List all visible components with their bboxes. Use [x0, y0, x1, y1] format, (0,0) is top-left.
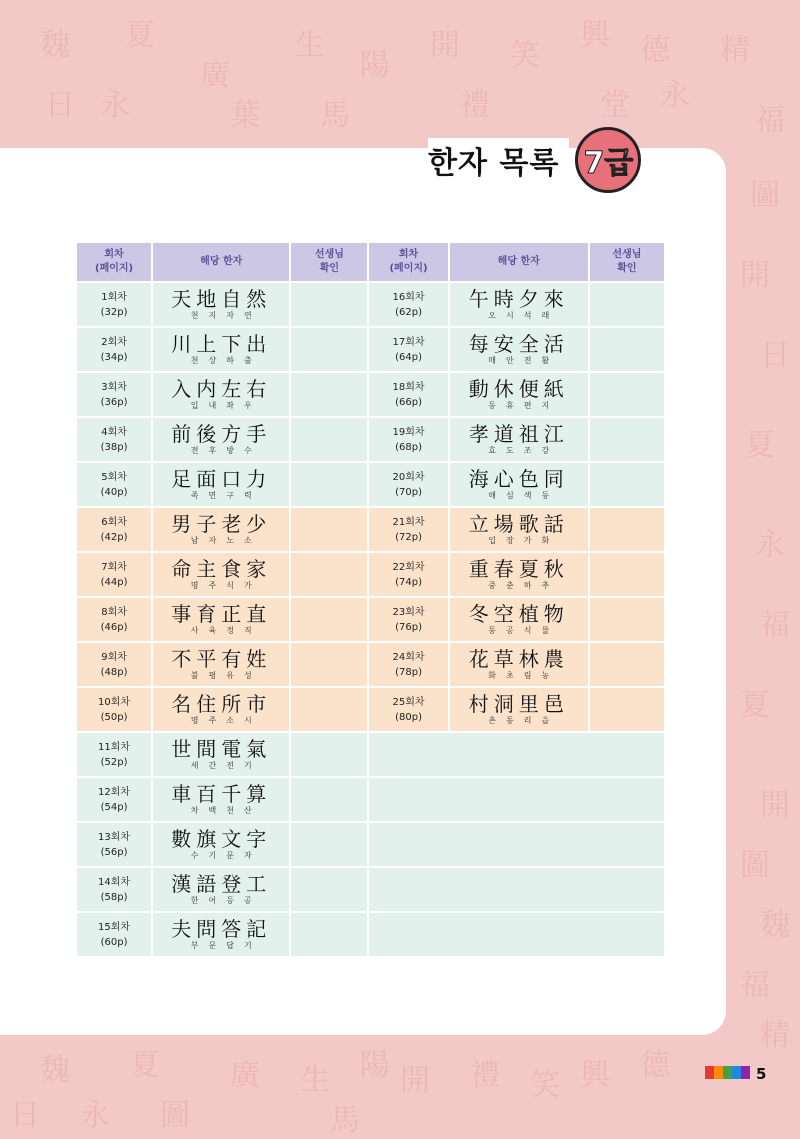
hanja-cell	[153, 463, 289, 506]
hanja-characters: 入内左右	[171, 377, 272, 401]
hanja-characters: 名住所市	[171, 692, 272, 716]
hanja-readings: 사육정직	[190, 626, 262, 635]
round-label: 15회차	[98, 921, 131, 933]
hanja-characters: 漢語登工	[171, 872, 272, 896]
hanja-characters: 午時夕來	[468, 287, 569, 311]
teacher-check-cell[interactable]	[590, 418, 664, 461]
background-pattern: 圖	[160, 1098, 190, 1133]
hanja-cell	[450, 463, 588, 506]
round-label: 13회차	[98, 831, 131, 843]
background-pattern: 魏	[40, 1053, 70, 1088]
page-ref: (66p)	[395, 396, 422, 408]
hanja-readings: 차백천산	[190, 806, 262, 815]
background-pattern: 生	[300, 1063, 330, 1098]
round-cell	[77, 328, 151, 371]
background-pattern: 開	[400, 1063, 430, 1098]
hanja-characters: 海心色同	[468, 467, 569, 491]
hanja-cell	[153, 508, 289, 551]
grade-badge	[575, 127, 641, 193]
table-row	[77, 688, 664, 731]
teacher-check-cell[interactable]	[291, 373, 367, 416]
background-pattern: 福	[755, 103, 785, 138]
hanja-cell	[450, 373, 588, 416]
background-pattern: 興	[580, 1058, 610, 1093]
round-cell	[77, 463, 151, 506]
teacher-check-cell[interactable]	[291, 553, 367, 596]
teacher-check-cell[interactable]	[590, 643, 664, 686]
page-ref: (74p)	[395, 576, 422, 588]
page-ref: (54p)	[100, 801, 128, 813]
table-row	[77, 328, 664, 371]
hanja-readings: 화초림농	[488, 671, 560, 680]
background-pattern: 日	[760, 338, 790, 373]
hanja-characters: 重春夏秋	[468, 557, 569, 581]
teacher-check-cell[interactable]	[291, 643, 367, 686]
round-label: 5회차	[101, 471, 127, 483]
page-ref: (72p)	[395, 531, 422, 543]
background-pattern: 日	[45, 88, 75, 123]
background-pattern: 福	[760, 608, 790, 643]
hanja-readings: 동휴편지	[488, 401, 560, 410]
logo-block	[741, 1066, 750, 1079]
round-cell	[369, 688, 447, 731]
hanja-cell	[450, 643, 588, 686]
page-ref: (40p)	[100, 486, 128, 498]
hanja-readings: 부문답기	[190, 941, 262, 950]
round-cell	[369, 553, 447, 596]
background-pattern: 德	[640, 33, 670, 68]
page-ref: (58p)	[100, 891, 128, 903]
background-pattern: 夏	[740, 688, 770, 723]
background-pattern: 禮	[470, 1058, 500, 1093]
hanja-readings: 족면구력	[190, 491, 262, 500]
teacher-check-cell[interactable]	[291, 283, 367, 326]
page-ref: (50p)	[100, 711, 128, 723]
hanja-cell	[450, 553, 588, 596]
round-label: 14회차	[98, 876, 131, 888]
round-label: 17회차	[392, 336, 425, 348]
hanja-characters: 每安全活	[468, 332, 569, 356]
teacher-check-cell[interactable]	[291, 688, 367, 731]
round-cell	[369, 283, 447, 326]
hanja-readings: 해심색동	[488, 491, 560, 500]
hanja-characters: 花草林農	[468, 647, 569, 671]
round-label: 7회차	[101, 561, 127, 573]
teacher-check-cell[interactable]	[590, 283, 664, 326]
teacher-check-cell[interactable]	[590, 463, 664, 506]
page-ref: (36p)	[100, 396, 128, 408]
hanja-readings: 수기문자	[190, 851, 262, 860]
table-header-row	[77, 243, 664, 281]
hanja-characters: 命主食家	[171, 557, 272, 581]
hanja-cell	[450, 508, 588, 551]
round-cell	[369, 643, 447, 686]
page-ref: (80p)	[395, 711, 422, 723]
hanja-characters: 立場歌話	[468, 512, 569, 536]
hanja-readings: 명주소시	[190, 716, 262, 725]
teacher-check-cell[interactable]	[291, 463, 367, 506]
page-ref: (34p)	[100, 351, 128, 363]
header-round: 회차 (페이지)	[77, 243, 151, 281]
hanja-readings: 촌동리읍	[488, 716, 560, 725]
teacher-check-cell[interactable]	[590, 373, 664, 416]
hanja-cell	[450, 418, 588, 461]
round-cell	[369, 508, 447, 551]
background-pattern: 興	[580, 18, 610, 53]
header-hanja: 해당 한자	[450, 243, 588, 281]
hanja-readings: 세간전기	[190, 761, 262, 770]
logo-block	[705, 1066, 714, 1079]
teacher-check-cell[interactable]	[590, 328, 664, 371]
hanja-characters: 車百千算	[171, 782, 272, 806]
hanja-characters: 前後方手	[171, 422, 272, 446]
teacher-check-cell[interactable]	[291, 508, 367, 551]
hanja-cell	[153, 283, 289, 326]
hanja-readings: 명주식가	[190, 581, 262, 590]
page-ref: (60p)	[100, 936, 128, 948]
teacher-check-cell[interactable]	[590, 508, 664, 551]
background-pattern: 笑	[530, 1068, 560, 1103]
page-footer	[705, 1064, 766, 1083]
hanja-cell	[153, 553, 289, 596]
hanja-readings: 한어등공	[190, 896, 262, 905]
empty-cell	[369, 823, 664, 866]
table-row	[77, 868, 664, 911]
header-teacher-check: 선생님 확인	[291, 243, 367, 281]
page-ref: (64p)	[395, 351, 422, 363]
teacher-check-cell[interactable]	[291, 823, 367, 866]
round-label: 23회차	[392, 606, 425, 618]
empty-cell	[369, 733, 664, 776]
hanja-characters: 孝道祖江	[468, 422, 569, 446]
round-cell	[77, 283, 151, 326]
table-body	[77, 283, 664, 956]
background-pattern: 開	[740, 258, 770, 293]
hanja-readings: 불평유성	[190, 671, 262, 680]
table-row	[77, 283, 664, 326]
empty-cell	[369, 868, 664, 911]
round-label: 22회차	[392, 561, 425, 573]
round-label: 8회차	[101, 606, 127, 618]
page-ref: (78p)	[395, 666, 422, 678]
hanja-characters: 不平有姓	[171, 647, 272, 671]
teacher-check-cell[interactable]	[590, 688, 664, 731]
table-row	[77, 463, 664, 506]
round-cell	[369, 598, 447, 641]
teacher-check-cell[interactable]	[291, 868, 367, 911]
background-pattern: 永	[100, 88, 130, 123]
hanja-readings: 동공식물	[488, 626, 560, 635]
page-ref: (68p)	[395, 441, 422, 453]
round-cell	[77, 913, 151, 956]
round-label: 10회차	[98, 696, 131, 708]
background-pattern: 馬	[320, 98, 350, 133]
background-pattern: 圖	[740, 848, 770, 883]
background-pattern: 笑	[510, 38, 540, 73]
round-label: 1회차	[101, 291, 127, 303]
background-pattern: 魏	[40, 28, 70, 63]
round-cell	[77, 553, 151, 596]
hanja-characters: 數旗文字	[171, 827, 272, 851]
background-pattern: 夏	[745, 428, 775, 463]
table-row	[77, 418, 664, 461]
page-title: 한자 목록	[428, 138, 569, 182]
page-ref: (76p)	[395, 621, 422, 633]
hanja-cell	[153, 733, 289, 776]
table-row	[77, 823, 664, 866]
hanja-readings: 효도조강	[488, 446, 560, 455]
hanja-characters: 足面口力	[171, 467, 272, 491]
hanja-readings: 천지자연	[190, 311, 262, 320]
logo-block	[732, 1066, 741, 1079]
background-pattern: 開	[760, 788, 790, 823]
round-cell	[77, 823, 151, 866]
table-row	[77, 733, 664, 776]
header-hanja: 해당 한자	[153, 243, 289, 281]
round-label: 12회차	[98, 786, 131, 798]
background-pattern: 永	[80, 1098, 110, 1133]
background-pattern: 葉	[230, 98, 260, 133]
publisher-logo	[705, 1064, 750, 1083]
hanja-readings: 매안전활	[488, 356, 560, 365]
table-row	[77, 373, 664, 416]
teacher-check-cell[interactable]	[291, 598, 367, 641]
header-round: 회차 (페이지)	[369, 243, 447, 281]
page-ref: (70p)	[395, 486, 422, 498]
table-row	[77, 778, 664, 821]
hanja-cell	[153, 418, 289, 461]
hanja-cell	[153, 823, 289, 866]
page-ref: (52p)	[100, 756, 128, 768]
hanja-cell	[153, 778, 289, 821]
hanja-cell	[153, 328, 289, 371]
page-ref: (62p)	[395, 306, 422, 318]
empty-cell	[369, 778, 664, 821]
hanja-readings: 입내좌우	[190, 401, 262, 410]
empty-cell	[369, 913, 664, 956]
background-pattern: 開	[430, 28, 460, 63]
round-cell	[77, 643, 151, 686]
round-cell	[77, 598, 151, 641]
round-label: 19회차	[392, 426, 425, 438]
hanja-characters: 世間電氣	[171, 737, 272, 761]
background-pattern: 廣	[200, 58, 230, 93]
round-cell	[369, 373, 447, 416]
background-pattern: 圖	[750, 178, 780, 213]
hanja-readings: 중춘하추	[488, 581, 560, 590]
page-ref: (48p)	[100, 666, 128, 678]
background-pattern: 福	[740, 968, 770, 1003]
round-cell	[369, 418, 447, 461]
page-ref: (56p)	[100, 846, 128, 858]
page-ref: (32p)	[100, 306, 128, 318]
background-pattern: 馬	[330, 1103, 360, 1138]
hanja-cell	[153, 643, 289, 686]
table-row	[77, 913, 664, 956]
hanja-list-table	[75, 241, 666, 958]
background-pattern: 夏	[125, 18, 155, 53]
background-pattern: 日	[10, 1098, 40, 1133]
round-label: 6회차	[101, 516, 127, 528]
hanja-cell	[153, 688, 289, 731]
background-pattern: 陽	[360, 48, 390, 83]
background-pattern: 永	[755, 528, 785, 563]
round-cell	[77, 778, 151, 821]
table-row	[77, 508, 664, 551]
hanja-cell	[450, 688, 588, 731]
hanja-characters: 男子老少	[171, 512, 272, 536]
round-label: 2회차	[101, 336, 127, 348]
teacher-check-cell[interactable]	[590, 598, 664, 641]
hanja-characters: 動休便紙	[468, 377, 569, 401]
hanja-characters: 冬空植物	[468, 602, 569, 626]
table-row	[77, 598, 664, 641]
hanja-cell	[153, 598, 289, 641]
round-label: 21회차	[392, 516, 425, 528]
background-pattern: 夏	[130, 1048, 160, 1083]
round-cell	[369, 328, 447, 371]
hanja-readings: 오시석래	[488, 311, 560, 320]
background-pattern: 魏	[760, 908, 790, 943]
background-pattern: 德	[640, 1048, 670, 1083]
teacher-check-cell[interactable]	[291, 733, 367, 776]
background-pattern: 永	[660, 78, 690, 113]
round-cell	[77, 733, 151, 776]
hanja-readings: 남자노소	[190, 536, 262, 545]
table-row	[77, 553, 664, 596]
round-label: 11회차	[98, 741, 131, 753]
hanja-cell	[450, 283, 588, 326]
background-pattern: 精	[720, 33, 750, 68]
background-pattern: 精	[760, 1018, 790, 1053]
logo-block	[723, 1066, 732, 1079]
round-label: 18회차	[392, 381, 425, 393]
round-label: 3회차	[101, 381, 127, 393]
page-number: 5	[756, 1064, 767, 1083]
round-cell	[369, 463, 447, 506]
hanja-characters: 天地自然	[171, 287, 272, 311]
round-label: 25회차	[392, 696, 425, 708]
round-label: 20회차	[392, 471, 425, 483]
page-ref: (38p)	[100, 441, 128, 453]
page-header	[428, 122, 641, 198]
page-ref: (46p)	[100, 621, 128, 633]
hanja-cell	[450, 598, 588, 641]
teacher-check-cell[interactable]	[291, 328, 367, 371]
teacher-check-cell[interactable]	[291, 778, 367, 821]
round-cell	[77, 418, 151, 461]
teacher-check-cell[interactable]	[291, 913, 367, 956]
hanja-characters: 村洞里邑	[468, 692, 569, 716]
round-cell	[77, 868, 151, 911]
round-label: 24회차	[392, 651, 425, 663]
round-cell	[77, 688, 151, 731]
round-label: 9회차	[101, 651, 127, 663]
round-cell	[77, 508, 151, 551]
table-row	[77, 643, 664, 686]
hanja-cell	[153, 913, 289, 956]
hanja-cell	[450, 328, 588, 371]
background-pattern: 陽	[360, 1048, 390, 1083]
hanja-characters: 川上下出	[171, 332, 272, 356]
hanja-cell	[153, 373, 289, 416]
header-teacher-check: 선생님 확인	[590, 243, 664, 281]
background-pattern: 生	[295, 28, 325, 63]
hanja-readings: 입장가화	[488, 536, 560, 545]
round-label: 16회차	[392, 291, 425, 303]
round-label: 4회차	[101, 426, 127, 438]
grade-label: 7급	[583, 146, 634, 181]
hanja-readings: 천상하출	[190, 356, 262, 365]
background-pattern: 禮	[460, 88, 490, 123]
teacher-check-cell[interactable]	[590, 553, 664, 596]
teacher-check-cell[interactable]	[291, 418, 367, 461]
hanja-characters: 事育正直	[171, 602, 272, 626]
round-cell	[77, 373, 151, 416]
logo-block	[714, 1066, 723, 1079]
page-ref: (44p)	[100, 576, 128, 588]
page-ref: (42p)	[100, 531, 128, 543]
background-pattern: 堂	[600, 88, 630, 123]
hanja-readings: 전후방수	[190, 446, 262, 455]
background-pattern: 廣	[230, 1058, 260, 1093]
hanja-characters: 夫問答記	[171, 917, 272, 941]
hanja-cell	[153, 868, 289, 911]
